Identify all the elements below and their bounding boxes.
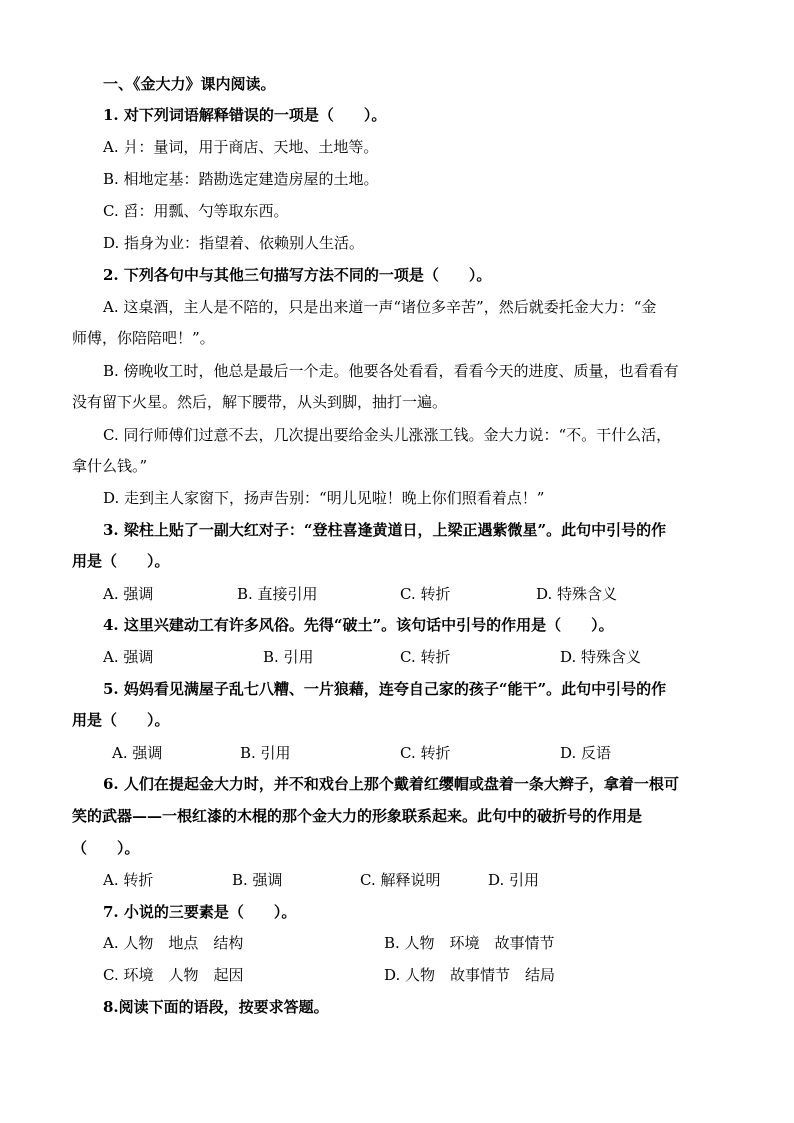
question-2-option-b-line1: B. 傍晚收工时，他总是最后一个走。他要各处看看，看看今天的进度、质量，也看看有 <box>103 362 679 380</box>
question-6-stem-line1: 6. 人们在提起金大力时，并不和戏台上那个戴着红缨帽或盘着一条大辫子，拿着一根可 <box>103 775 679 793</box>
question-4-option-c: C. 转折 <box>400 648 451 666</box>
question-4-option-b: B. 引用 <box>263 648 314 666</box>
question-5-option-a: A. 强调 <box>112 744 163 762</box>
question-2-option-c-line1: C. 同行师傅们过意不去，几次提出要给金头儿涨涨工钱。金大力说：“不。干什么活， <box>103 426 672 444</box>
question-5-stem-line2: 用是（ ）。 <box>72 711 170 729</box>
question-5-stem-line1: 5. 妈妈看见满屋子乱七八糟、一片狼藉，连夸自己家的孩子“能干”。此句中引号的作 <box>103 680 667 698</box>
question-3-option-b: B. 直接引用 <box>237 585 318 603</box>
question-8-stem: 8.阅读下面的语段，按要求答题。 <box>103 998 329 1016</box>
question-6-stem-line3: （ ）。 <box>72 839 140 857</box>
question-5-option-d: D. 反语 <box>560 744 612 762</box>
question-2-stem: 2. 下列各句中与其他三句描写方法不同的一项是（ ）。 <box>103 266 492 284</box>
question-6-option-a: A. 转折 <box>103 871 154 889</box>
question-4-option-a: A. 强调 <box>103 648 154 666</box>
question-1-option-a: A. 爿：量词，用于商店、天地、土地等。 <box>103 138 379 156</box>
question-7-option-a: A. 人物 地点 结构 <box>103 934 244 952</box>
question-7-option-d: D. 人物 故事情节 结局 <box>384 966 556 984</box>
question-3-option-c: C. 转折 <box>400 585 451 603</box>
question-2-option-d: D. 走到主人家窗下，扬声告别：“明儿见啦！晚上你们照看着点！” <box>103 489 545 507</box>
question-7-stem: 7. 小说的三要素是（ ）。 <box>103 903 297 921</box>
question-5-option-c: C. 转折 <box>400 744 451 762</box>
question-3-option-d: D. 特殊含义 <box>536 585 618 603</box>
question-1-stem: 1. 对下列词语解释错误的一项是（ ）。 <box>103 106 387 124</box>
question-1-option-c: C. 舀：用瓢、勺等取东西。 <box>103 202 289 220</box>
question-6-stem-line2: 笑的武器——一根红漆的木棍的那个金大力的形象联系起来。此句中的破折号的作用是 <box>72 807 643 825</box>
question-1-option-d: D. 指身为业：指望着、依赖别人生活。 <box>103 234 365 252</box>
question-2-option-a-line1: A. 这桌酒，主人是不陪的，只是出来道一声“诸位多辛苦”，然后就委托金大力：“金 <box>103 298 657 316</box>
question-2-option-b-line2: 没有留下火星。然后，解下腰带，从头到脚，抽打一遍。 <box>72 393 448 411</box>
question-7-option-b: B. 人物 环境 故事情节 <box>384 934 555 952</box>
question-7-option-c: C. 环境 人物 起因 <box>103 966 244 984</box>
question-5-option-b: B. 引用 <box>240 744 291 762</box>
section-title: 一、《金大力》课内阅读。 <box>103 75 276 93</box>
question-4-option-d: D. 特殊含义 <box>560 648 642 666</box>
question-6-option-b: B. 强调 <box>232 871 283 889</box>
question-3-stem-line1: 3. 梁柱上贴了一副大红对子：“登柱喜逢黄道日，上梁正遇紫微星”。此句中引号的作 <box>103 521 667 539</box>
question-6-option-d: D. 引用 <box>488 871 540 889</box>
question-4-stem: 4. 这里兴建动工有许多风俗。先得“破土”。该句话中引号的作用是（ ）。 <box>103 616 614 634</box>
question-3-stem-line2: 用是（ ）。 <box>72 552 170 570</box>
question-2-option-c-line2: 拿什么钱。” <box>72 457 148 475</box>
question-2-option-a-line2: 师傅，你陪陪吧！”。 <box>72 329 215 347</box>
question-1-option-b: B. 相地定基：踏勘选定建造房屋的土地。 <box>103 170 379 188</box>
question-6-option-c: C. 解释说明 <box>360 871 441 889</box>
question-3-option-a: A. 强调 <box>103 585 154 603</box>
